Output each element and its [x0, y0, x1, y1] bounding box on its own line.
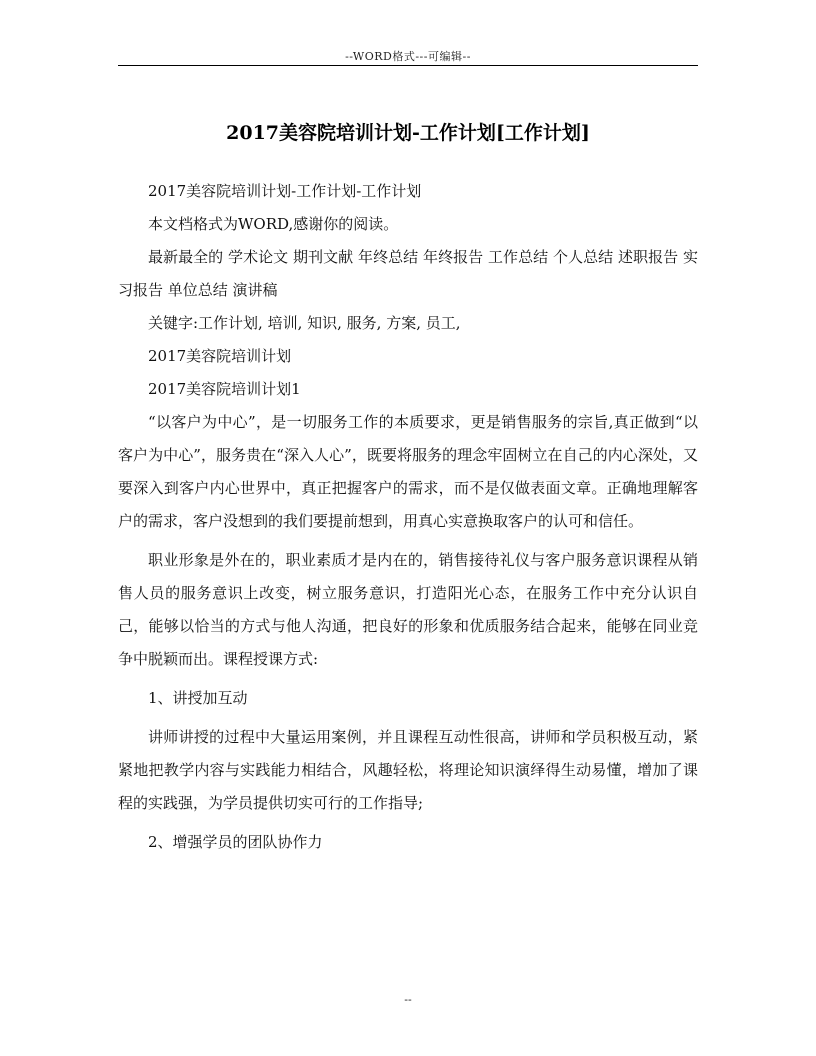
paragraph-format-note: 本文档格式为WORD,感谢你的阅读。: [148, 215, 399, 233]
document-title: 2017美容院培训计划-工作计划[工作计划]: [226, 122, 590, 144]
header-divider: [118, 65, 698, 66]
paragraph-method-1-heading: 1、讲授加互动: [148, 689, 248, 707]
paragraph-method-1-body: 讲师讲授的过程中大量运用案例，并且课程互动性很高，讲师和学员积极互动，紧紧地把教学内容与实践能力相结合，风趣轻松，将理论知识演绎得生动易懂，增加了课程的实践强，为学员提供切实可行的工作指导;: [118, 728, 698, 812]
paragraph-plan-1-heading: 2017美容院培训计划1: [148, 380, 301, 398]
paragraph-section-heading: 2017美容院培训计划: [148, 347, 292, 365]
paragraph-customer-centric: “以客户为中心”，是一切服务工作的本质要求，更是销售服务的宗旨,真正做到“以客户为中心”，服务贵在“深入人心”，既要将服务的理念牢固树立在自己的内心深处，又要深入到客户内心世界中，真正把握客户的需求，而不是仅做表面文章。正确地理解客户的需求，客户没想到的我们要提前想到，用真心实意换取客户的认可和信任。: [118, 413, 698, 530]
paragraph-professional-image: 职业形象是外在的，职业素质才是内在的，销售接待礼仪与客户服务意识课程从销售人员的服务意识上改变，树立服务意识，打造阳光心态，在服务工作中充分认识自己，能够以恰当的方式与他人沟通，把良好的形象和优质服务结合起来，能够在同业竞争中脱颖而出。课程授课方式:: [118, 551, 698, 668]
paragraph-categories: 最新最全的 学术论文 期刊文献 年终总结 年终报告 工作总结 个人总结 述职报告 实习报告 单位总结 演讲稿: [118, 248, 698, 299]
paragraph-method-2-heading: 2、增强学员的团队协作力: [148, 833, 323, 851]
paragraph-keywords: 关键字:工作计划, 培训, 知识, 服务, 方案, 员工,: [148, 314, 461, 332]
paragraph-subtitle: 2017美容院培训计划-工作计划-工作计划: [148, 182, 422, 200]
page-header-text: --WORD格式---可编辑--: [345, 50, 471, 63]
page-footer-text: --: [404, 993, 412, 1006]
document-body: [118, 175, 698, 859]
